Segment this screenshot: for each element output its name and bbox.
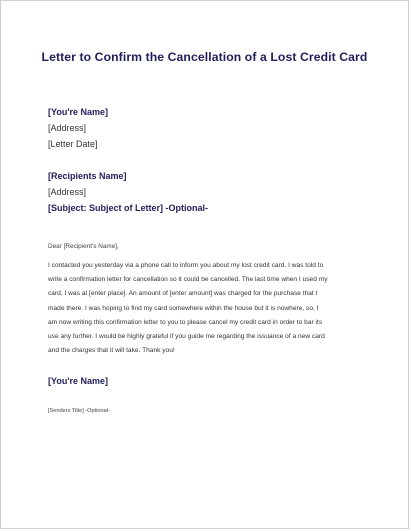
body-line: I contacted you yesterday via a phone call to inform you about my lost credit card. I was told to (48, 262, 324, 269)
body-line: write a confirmation letter for cancellation so it could be cancelled. The last time when I used my (48, 276, 328, 284)
recipient-address: [Address] (48, 187, 87, 197)
body-line: card, I was at [enter place]. An amount of [enter amount] was charged for the purchase that I (48, 290, 318, 298)
salutation: Dear [Recipient's Name], (48, 243, 119, 250)
signature-name: [You're Name] (48, 376, 108, 386)
letter-title: Letter to Confirm the Cancellation of a Lost Credit Card (41, 50, 368, 64)
recipient-block (48, 168, 208, 216)
sender-block (48, 104, 108, 152)
letter-body (48, 259, 370, 358)
sender-name: [You're Name] (48, 107, 108, 117)
letter-subject: [Subject: Subject of Letter] -Optional- (48, 203, 208, 213)
letter-date: [Letter Date] (48, 139, 98, 149)
sender-address: [Address] (48, 123, 87, 133)
signature-title: [Senders Title] -Optional- (48, 408, 110, 414)
body-line: made there. I was hoping to find my card somewhere within the house but it is nowhere, so, I (48, 304, 319, 312)
body-line: am now writing this confirmation letter to you to please cancel my credit card in order to bar its (48, 318, 323, 326)
recipient-name: [Recipients Name] (48, 171, 127, 181)
body-line: and the charges that it will take. Thank you! (48, 347, 175, 355)
body-line: use any further. I would be highly grateful if you guide me regarding the issuance of a new card (48, 333, 325, 341)
